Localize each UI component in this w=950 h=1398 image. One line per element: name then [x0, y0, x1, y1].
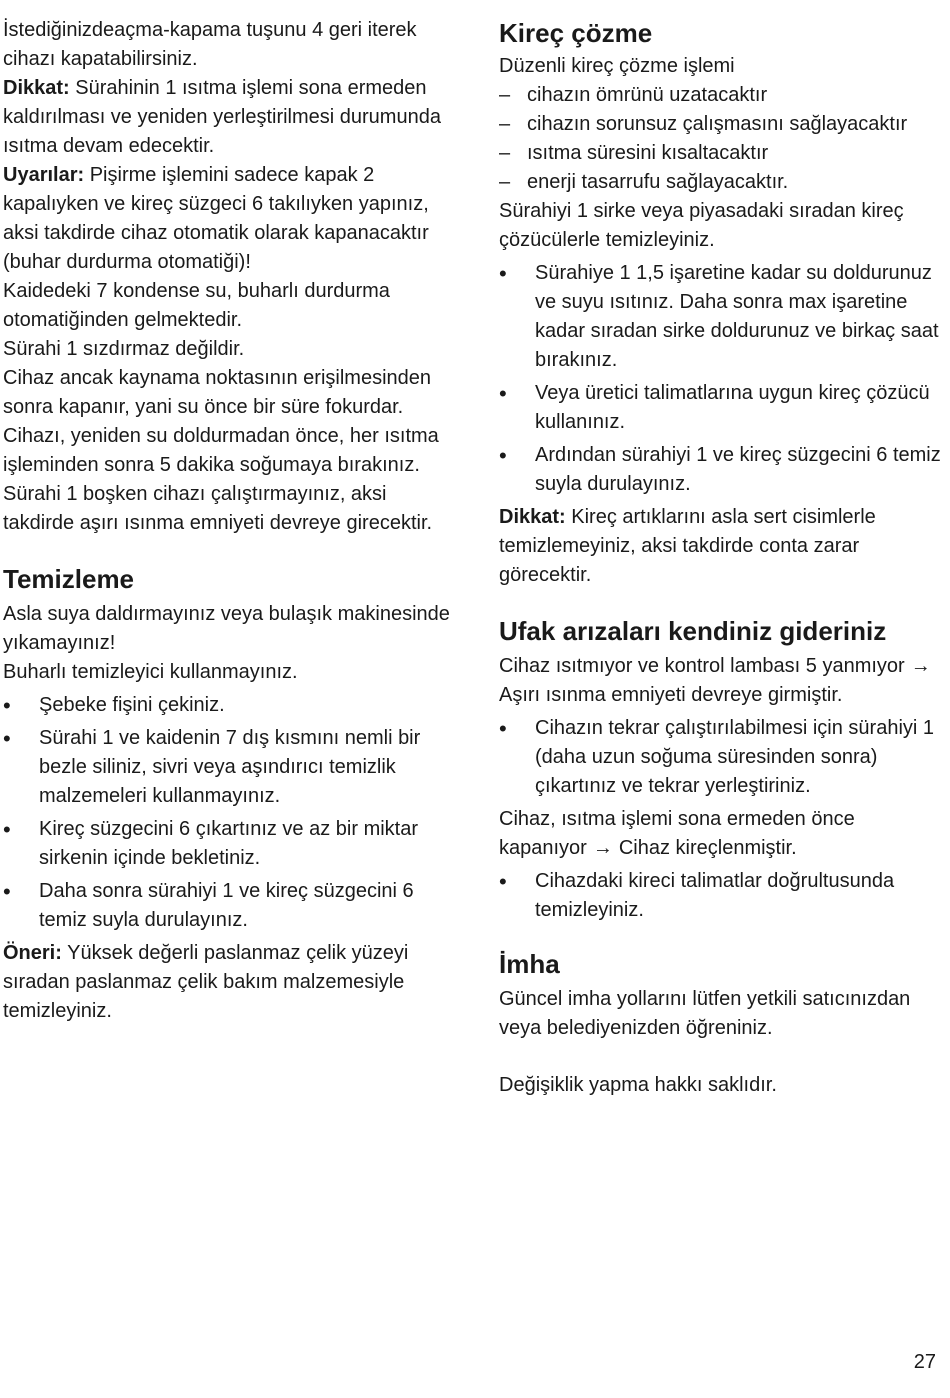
page-number: 27	[913, 1351, 936, 1373]
list-item: • Sürahiye 1 1,5 işaretine kadar su doldurunuz ve suyu ısıtınız. Daha sonra max işaretine kadar sıradan sirke doldurunuz ve birkaç saat bırakınız.	[499, 259, 947, 375]
tip-paragraph	[3, 939, 453, 1026]
fault-1-remedy	[499, 714, 947, 801]
warnings-label: Uyarılar:	[3, 164, 85, 186]
fault-1	[499, 652, 947, 710]
fault-2	[499, 805, 947, 863]
caution-text: Sürahinin 1 ısıtma işlemi sona ermeden kaldırılması ve yeniden yerleştirilmesi durumunda ısıtma devam edecektir.	[3, 77, 441, 157]
list-item: • Cihazın tekrar çalıştırılabilmesi için sürahiyi 1 (daha uzun soğuma süresinden sonra) çıkartınız ve tekrar yerleştiriniz.	[499, 714, 947, 801]
fault-2-cause: Cihaz kireçlenmiştir.	[618, 837, 797, 859]
list-item: • Cihazdaki kireci talimatlar doğrultusunda temizleyiniz.	[499, 867, 947, 925]
caution-paragraph	[3, 74, 453, 161]
descaling-heading: Kireç çözme	[499, 18, 653, 48]
right-column	[499, 16, 947, 1100]
fault-2-symptom: Cihaz, ısıtma işlemi sona ermeden önce kapanıyor	[499, 808, 855, 859]
cleaning-no-immerse: Asla suya daldırmayınız veya bulaşık makinesinde yıkamayınız!	[3, 603, 450, 654]
tip-label: Öneri:	[3, 942, 62, 964]
intro-paragraph: İstediğinizdeaçma-kapama tuşunu 4 geri iterek cihazı kapatabilirsiniz.	[3, 19, 417, 70]
warnings-paragraph	[3, 161, 453, 277]
rights-reserved: Değişiklik yapma hakkı saklıdır.	[499, 1074, 777, 1096]
list-item: • Sürahi 1 ve kaidenin 7 dış kısmını nemli bir bezle siliniz, sivri veya aşındırıcı temizlik malzemeleri kullanmayınız.	[3, 724, 453, 811]
cleaning-heading: Temizleme	[3, 564, 135, 594]
condensate-paragraph: Kaidedeki 7 kondense su, buharlı durdurma otomatiğinden gelmektedir.	[3, 280, 390, 331]
fault-2-remedy	[499, 867, 947, 925]
list-item: • Ardından sürahiyi 1 ve kireç süzgecini 6 temiz suyla durulayınız.	[499, 441, 947, 499]
boiling-paragraph: Cihaz ancak kaynama noktasının erişilmesinden sonra kapanır, yani su önce bir süre fokurdar.	[3, 367, 431, 418]
list-item: • Daha sonra sürahiyi 1 ve kireç süzgecini 6 temiz suyla durulayınız.	[3, 877, 453, 935]
descaling-caution-text: Kireç artıklarını asla sert cisimlerle temizlemeyiniz, aksi takdirde conta zarar görecektir.	[499, 506, 876, 586]
disposal-heading: İmha	[499, 949, 560, 979]
cooling-paragraph: Cihazı, yeniden su doldurmadan önce, her ısıtma işleminden sonra 5 dakika soğumaya bırakınız.	[3, 425, 439, 476]
descaling-benefits	[499, 81, 947, 197]
cleaning-steps	[3, 691, 453, 935]
list-item: • Veya üretici talimatlarına uygun kireç çözücü kullanınız.	[499, 379, 947, 437]
fault-1-symptom: Cihaz ısıtmıyor ve kontrol lambası 5 yanmıyor	[499, 655, 905, 677]
list-item: • Kireç süzgecini 6 çıkartınız ve az bir miktar sirkenin içinde bekletiniz.	[3, 815, 453, 873]
fault-1-cause: Aşırı ısınma emniyeti devreye girmiştir.	[499, 684, 843, 706]
empty-jug-paragraph: Sürahi 1 boşken cihazı çalıştırmayınız, aksi takdirde aşırı ısınma emniyeti devreye girecektir.	[3, 483, 433, 534]
descaling-caution	[499, 503, 947, 590]
cleaning-no-steam: Buharlı temizleyici kullanmayınız.	[3, 661, 298, 683]
descaling-intro: Düzenli kireç çözme işlemi	[499, 55, 735, 77]
caution-label: Dikkat:	[3, 77, 70, 99]
not-sealed-paragraph: Sürahi 1 sızdırmaz değildir.	[3, 338, 245, 360]
list-item: – ısıtma süresini kısaltacaktır	[499, 139, 947, 168]
disposal-text: Güncel imha yollarını lütfen yetkili satıcınızdan veya belediyenizden öğreniniz.	[499, 988, 911, 1039]
descaling-method: Sürahiyi 1 sirke veya piyasadaki sıradan kireç çözücülerle temizleyiniz.	[499, 200, 904, 251]
troubleshooting-heading: Ufak arızaları kendiniz gideriniz	[499, 616, 887, 646]
list-item: • Şebeke fişini çekiniz.	[3, 691, 453, 720]
warnings-text: Pişirme işlemini sadece kapak 2 kapalıyken ve kireç süzgeci 6 takılıyken yapınız, aksi takdirde cihaz otomatik olarak kapanacaktır (buhar durdurma otomatiği)!	[3, 164, 429, 273]
arrow-right-icon: →	[592, 837, 613, 859]
list-item: – enerji tasarrufu sağlayacaktır.	[499, 168, 947, 197]
descaling-caution-label: Dikkat:	[499, 506, 566, 528]
tip-text: Yüksek değerli paslanmaz çelik yüzeyi sıradan paslanmaz çelik bakım malzemesiyle temizleyiniz.	[3, 942, 409, 1022]
list-item: – cihazın sorunsuz çalışmasını sağlayacaktır	[499, 110, 947, 139]
descaling-steps	[499, 259, 947, 499]
left-column	[3, 16, 453, 1026]
list-item: – cihazın ömrünü uzatacaktır	[499, 81, 947, 110]
arrow-right-icon: →	[910, 655, 931, 677]
